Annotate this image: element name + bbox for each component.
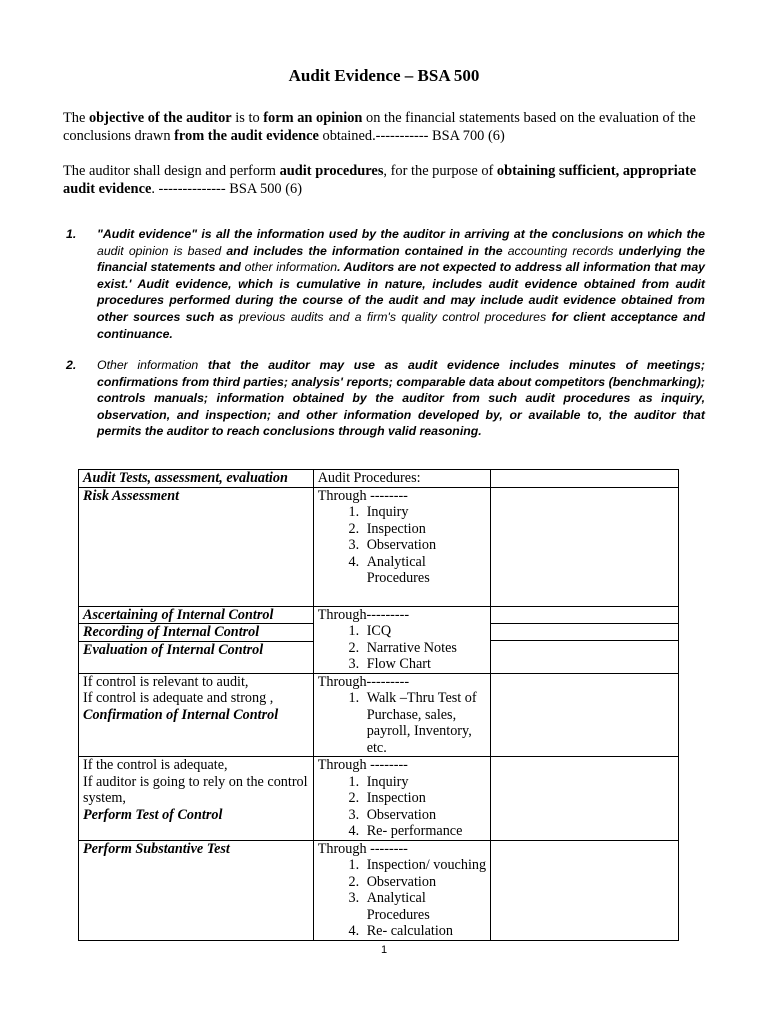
list-item-audit-evidence <box>63 226 705 342</box>
list-item: 3. Analytical Procedures <box>363 890 487 923</box>
procedure-list <box>318 690 487 756</box>
list-item: 1. ICQ <box>363 623 487 640</box>
procedure-list <box>318 774 487 840</box>
procedures-paragraph: The auditor shall design and perform audit procedures, for the purpose of obtaining sufficient, appropriate audit evidence. -------------- BSA 500 (6) <box>63 163 697 197</box>
list-item: 3. Observation <box>363 807 487 824</box>
list-item: 4. Re- calculation <box>363 923 487 940</box>
list-item: 3. Observation <box>363 537 487 554</box>
list-number: 1. <box>66 227 77 241</box>
table-header-row <box>79 470 679 488</box>
list-item: 2. Observation <box>363 874 487 891</box>
empty-cell <box>491 673 679 757</box>
list-item: 1. Inspection/ vouching <box>363 857 487 874</box>
table-row <box>79 606 679 673</box>
procedure-cell: Through--------- 1. Walk –Thru Test of Purchase, sales, payroll, Inventory, etc. <box>313 673 491 757</box>
table-header-empty <box>491 470 679 488</box>
list-item-text: Other information that the auditor may use as audit evidence includes minutes of meetings; confirmations from third parties; analysis' reports; comparable data about competitors (benchmarking); controls manuals; information obtained by the auditor from such audit procedures as inquiry, observation, and inspection; and other information developed by, or available to, the auditor that permits the auditor to reach conclusions through valid reasoning. <box>97 358 705 439</box>
list-item: 1. Inquiry <box>363 774 487 791</box>
procedure-list <box>318 623 487 673</box>
row-label-substantive-test: Perform Substantive Test <box>79 840 314 940</box>
row-label-risk-assessment: Risk Assessment <box>79 487 314 606</box>
page-title: Audit Evidence – BSA 500 <box>288 66 480 85</box>
row-label-internal-control: Ascertaining of Internal Control Recording of Internal Control Evaluation of Internal Control <box>79 606 314 673</box>
audit-procedures-table <box>78 469 679 941</box>
procedure-list <box>318 504 487 587</box>
empty-cell <box>491 840 679 940</box>
empty-cell <box>491 757 679 841</box>
list-item: 4. Analytical Procedures <box>363 554 487 587</box>
procedure-cell: Through--------- 1. ICQ 2. Narrative Notes 3. Flow Chart <box>313 606 491 673</box>
table-row <box>79 487 679 606</box>
empty-cell <box>491 606 679 673</box>
list-number: 2. <box>66 358 77 372</box>
objective-paragraph: The objective of the auditor is to form an opinion on the financial statements based on the evaluation of the conclusions drawn from the audit evidence obtained.----------- BSA 700 (6) <box>63 110 696 144</box>
list-item: 4. Re- performance <box>363 823 487 840</box>
row-label-test-of-control: If the control is adequate, If auditor is going to rely on the control system, Perform Test of Control <box>79 757 314 841</box>
empty-cell <box>491 487 679 606</box>
table-row <box>79 673 679 757</box>
table-row <box>79 757 679 841</box>
list-item: 3. Flow Chart <box>363 656 487 673</box>
procedure-list <box>318 857 487 940</box>
procedure-cell: Through -------- 1. Inquiry 2. Inspection 3. Observation 4. Analytical Procedures <box>313 487 491 606</box>
table-row <box>79 840 679 940</box>
list-item: 1. Walk –Thru Test of Purchase, sales, payroll, Inventory, etc. <box>363 690 487 756</box>
table-header-tests: Audit Tests, assessment, evaluation <box>79 470 314 488</box>
list-item-other-information <box>63 357 705 440</box>
list-item-text: "Audit evidence" is all the information used by the auditor in arriving at the conclusions on which the audit opinion is based and includes the information contained in the accounting records underlying the financial statements and other information. Auditors are not expected to address all information that may exist.' Audit evidence, which is cumulative in nature, includes audit evidence obtained from audit procedures performed during the course of the audit and may include audit evidence obtained from other sources such as previous audits and a firm's quality control procedures for client acceptance and continuance. <box>97 227 706 341</box>
row-label-confirmation: If control is relevant to audit, If control is adequate and strong , Confirmation of Internal Control <box>79 673 314 757</box>
list-item: 2. Inspection <box>363 790 487 807</box>
procedure-cell: Through -------- 1. Inquiry 2. Inspection 3. Observation 4. Re- performance <box>313 757 491 841</box>
table-header-procedures: Audit Procedures: <box>313 470 491 488</box>
list-item: 2. Narrative Notes <box>363 640 487 657</box>
page-number: 1 <box>380 944 388 956</box>
list-item: 1. Inquiry <box>363 504 487 521</box>
list-item: 2. Inspection <box>363 521 487 538</box>
procedure-cell: Through -------- 1. Inspection/ vouching 2. Observation 3. Analytical Procedures 4. Re- calculation <box>313 840 491 940</box>
